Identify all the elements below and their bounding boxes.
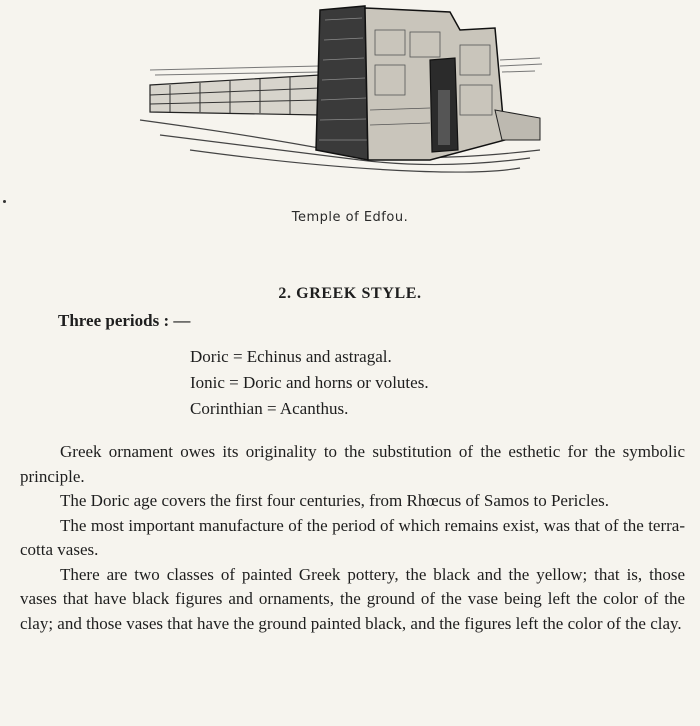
illustration-caption: Temple of Edfou. bbox=[291, 210, 409, 225]
periods-subheading: Three periods : — bbox=[58, 311, 191, 330]
temple-illustration bbox=[130, 0, 550, 180]
body-text bbox=[20, 440, 685, 636]
paragraph: Greek ornament owes its originality to the substitution of the esthetic for the symbolic principle. bbox=[20, 442, 685, 486]
stray-ink-mark bbox=[3, 200, 6, 203]
periods-list bbox=[190, 344, 429, 422]
paragraph: The most important manufacture of the period of which remains exist, was that of the terra-cotta vases. bbox=[20, 515, 685, 559]
period-ionic: Ionic = Doric and horns or volutes. bbox=[190, 373, 429, 392]
section-heading: 2. GREEK STYLE. bbox=[278, 285, 422, 302]
period-corinthian: Corinthian = Acanthus. bbox=[190, 399, 349, 418]
paragraph: The Doric age covers the first four centuries, from Rhœcus of Samos to Pericles. bbox=[60, 491, 610, 510]
period-doric: Doric = Echinus and astragal. bbox=[190, 347, 392, 366]
paragraph: There are two classes of painted Greek pottery, the black and the yellow; that is, those vases that have black figures and ornaments, the ground of the vase being left the color of the clay; and those vases that have the ground painted black, and the figures left the color of the clay. bbox=[20, 564, 685, 633]
